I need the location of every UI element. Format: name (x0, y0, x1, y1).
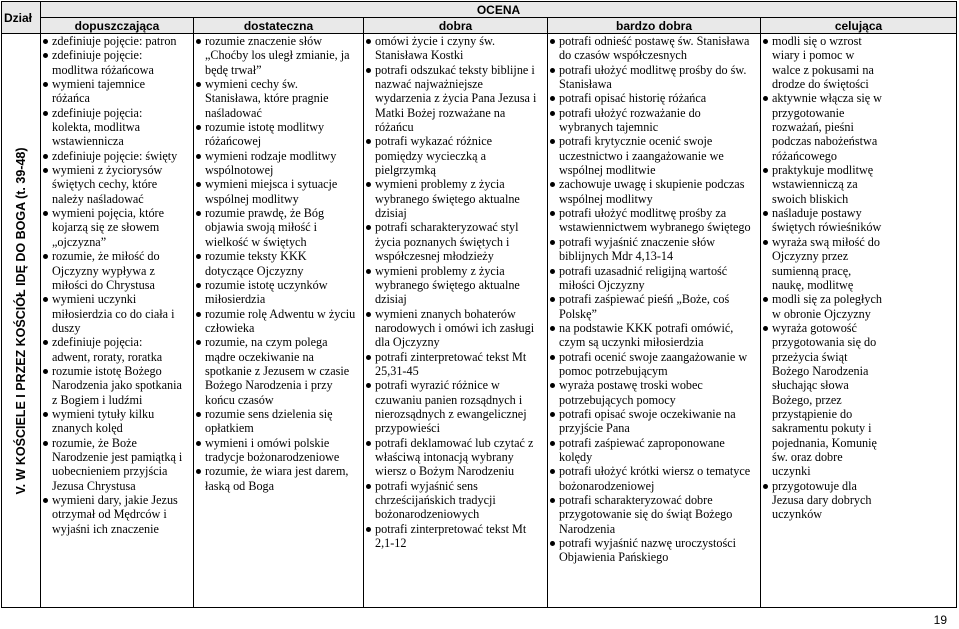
requirement-item: potrafi krytycznie ocenić swoje (548, 134, 758, 148)
column-dostateczna (194, 34, 364, 608)
requirement-continuation: czuwaniu panien rozsądnych i (375, 392, 523, 407)
requirement-continuation: Stanisława Kostki (375, 48, 464, 63)
grade-header-dobra: dobra (364, 18, 548, 34)
requirement-continuation: kolekta, modlitwa (52, 120, 141, 135)
requirement-continuation: dla Ojczyzny (375, 335, 440, 350)
requirement-item: rozumie istotę Bożego (41, 364, 191, 378)
requirement-continuation: współczesnej młodzieży (375, 249, 494, 264)
requirement-continuation: przygotowanie (772, 105, 845, 120)
requirement-continuation: chrześcijańskich tradycji (375, 493, 496, 507)
requirement-item: wymieni miejsca i sytuacje (194, 177, 361, 191)
requirement-continuation: dzisiaj (375, 292, 407, 307)
requirement-continuation: będę trwał” (205, 62, 262, 77)
requirement-item: zdefiniuje pojęcie: (41, 48, 191, 62)
requirement-item: zdefiniuje pojęcia: (41, 106, 191, 120)
requirement-continuation: Ojczyzny przez (772, 249, 849, 264)
requirement-continuation: z Bogiem i ludźmi (52, 392, 143, 407)
requirement-continuation: Bożego, przez (772, 392, 842, 407)
requirement-continuation: sakramentu pokuty i (772, 421, 872, 436)
requirement-continuation: różańcowego (772, 148, 837, 163)
requirement-item: wyraża swą miłość do (761, 235, 954, 249)
ocena-header: OCENA (41, 2, 957, 18)
requirement-item: potrafi scharakteryzować styl (364, 220, 545, 234)
requirement-continuation: wspólnej modlitwy (205, 191, 299, 206)
requirement-continuation: świętych rówieśników (772, 220, 882, 235)
requirements-list (364, 34, 547, 550)
requirement-continuation: do czasów współczesnych (559, 48, 687, 63)
column-dobra (364, 34, 548, 608)
requirement-continuation: dotyczące Ojczyzny (205, 263, 304, 278)
requirement-continuation: „ojczyzna” (52, 234, 107, 249)
requirement-continuation: potrzebujących pomocy (559, 392, 676, 407)
requirement-continuation: modlitwa różańcowa (52, 62, 154, 77)
requirement-item: potrafi ocenić swoje zaangażowanie w (548, 350, 758, 364)
requirement-continuation: swoich bliskich (772, 191, 849, 206)
requirement-continuation: objawia swoją miłość i (205, 220, 318, 235)
requirement-item: wymieni rodzaje modlitwy (194, 149, 361, 163)
requirements-list (761, 34, 956, 522)
requirement-item: na podstawie KKK potrafi omówić, (548, 321, 758, 335)
requirements-list (41, 34, 193, 536)
requirement-continuation: Narodzenia (559, 521, 616, 536)
requirement-item: potrafi ułożyć rozważanie do (548, 106, 758, 120)
requirement-item: modli się za poległych (761, 292, 954, 306)
requirement-continuation: adwent, roraty, roratka (52, 349, 163, 364)
requirement-item: potrafi wykazać różnice (364, 134, 545, 148)
requirement-continuation: bożonarodzeniowej (559, 478, 655, 493)
requirement-continuation: człowieka (205, 320, 255, 335)
requirement-item: wymieni znanych bohaterów (364, 307, 545, 321)
requirement-item: przygotowuje dla (761, 479, 954, 493)
requirement-item: potrafi odszukać teksty biblijne i (364, 63, 545, 77)
requirement-item: potrafi deklamować lub czytać z (364, 436, 545, 450)
requirement-continuation: podczas nabożeństwa (772, 134, 878, 149)
requirement-item: wymieni cechy św. (194, 77, 361, 91)
requirement-continuation: wiersz o Bożym Narodzeniu (375, 464, 515, 479)
requirement-item: potrafi wyjaśnić nazwę uroczystości (548, 536, 758, 550)
requirement-item: aktywnie włącza się w (761, 91, 954, 105)
requirement-continuation: przygotowania się do (772, 335, 877, 350)
requirement-continuation: końcu czasów (205, 392, 274, 407)
requirement-item: zdefiniuje pojęcie: święty (41, 149, 191, 163)
requirement-item: wymieni pojęcia, które (41, 206, 191, 220)
grading-table (1, 1, 957, 608)
section-cell (2, 34, 41, 608)
requirement-continuation: wybranych tajemnic (559, 120, 659, 135)
requirement-continuation: św. oraz dobre (772, 449, 843, 464)
requirement-continuation: miłosierdzia (205, 292, 266, 307)
requirement-continuation: nierozsądnych z ewangelicznej (375, 406, 527, 421)
requirement-continuation: 2,1-12 (375, 536, 407, 551)
requirement-item: zdefiniuje pojęcie: patron (41, 34, 191, 48)
requirement-continuation: różańcu (375, 120, 414, 135)
requirement-item: rozumie, na czym polega (194, 335, 361, 349)
requirement-continuation: walce z pokusami na (772, 62, 874, 77)
dzial-header: Dział (2, 2, 41, 34)
requirement-continuation: tradycje bożonarodzeniowe (205, 449, 340, 464)
requirement-item: wyraża gotowość (761, 321, 954, 335)
requirement-item: rozumie prawdę, że Bóg (194, 206, 361, 220)
requirement-item: potrafi scharakteryzować dobre (548, 493, 758, 507)
requirement-item: rozumie istotę modlitwy (194, 120, 361, 134)
requirement-continuation: wielkość w świętych (205, 234, 307, 249)
requirement-continuation: wspólnej modlitwy (559, 191, 653, 206)
requirement-continuation: wybranego świętego aktualne (375, 277, 520, 292)
requirement-item: potrafi opisać swoje oczekiwanie na (548, 407, 758, 421)
requirement-continuation: „Choćby los uległ zmianie, ja (205, 48, 350, 63)
requirement-item: wyraża postawę troski wobec (548, 378, 758, 392)
requirement-continuation: pielgrzymką (375, 163, 436, 178)
requirement-continuation: nazwać najważniejsze (375, 77, 483, 92)
requirement-item: potrafi ułożyć krótki wiersz o tematyce (548, 464, 758, 478)
requirement-item: wymieni dary, jakie Jezus (41, 493, 191, 507)
column-bardzo-dobra (548, 34, 761, 608)
requirement-item: naśladuje postawy (761, 206, 954, 220)
requirement-item: wymieni problemy z życia (364, 177, 545, 191)
section-title: V. W KOŚCIELE I PRZEZ KOŚCIÓŁ IDĘ DO BOGA (t. 39-48) (14, 146, 28, 495)
page-number: 19 (933, 613, 947, 627)
requirement-continuation: kolędy (559, 449, 593, 464)
requirement-continuation: przypowieści (375, 421, 440, 436)
requirement-continuation: wstawiennictwem wybranego świętego (559, 220, 751, 235)
requirement-item: rozumie istotę uczynków (194, 278, 361, 292)
requirement-continuation: uczynki (772, 464, 811, 479)
requirement-continuation: 25,31-45 (375, 363, 419, 378)
requirement-continuation: wspólnej modlitwie (559, 163, 656, 178)
requirement-continuation: Narodzenie jest pamiątką i (52, 449, 183, 464)
requirement-item: wymieni tajemnice (41, 77, 191, 91)
requirement-item: potrafi wyjaśnić sens (364, 479, 545, 493)
requirement-continuation: wstawienniczą za (772, 177, 858, 192)
requirement-continuation: świętych cechy, które (52, 177, 158, 192)
requirement-item: potrafi zaśpiewać pieśń „Boże, coś (548, 292, 758, 306)
requirement-item: zdefiniuje pojęcia: (41, 335, 191, 349)
grade-header-celujaca: celująca (761, 18, 957, 34)
requirement-continuation: bożonarodzeniowych (375, 507, 480, 522)
requirement-item: wymieni z życiorysów (41, 163, 191, 177)
requirement-continuation: różańca (52, 91, 90, 106)
requirement-continuation: wyjaśni ich znaczenie (52, 521, 159, 536)
requirement-continuation: uczestnictwo i zaangażowanie we (559, 148, 724, 163)
requirement-continuation: uobecnieniem przyjścia (52, 464, 168, 479)
grade-header-dopuszczajaca: dopuszczająca (41, 18, 194, 34)
requirement-continuation: pomiędzy wycieczką a (375, 148, 486, 163)
requirement-item: praktykuje modlitwę (761, 163, 954, 177)
requirement-continuation: sumienną pracę, (772, 263, 852, 278)
requirement-item: potrafi zinterpretować tekst Mt (364, 350, 545, 364)
column-celujaca (761, 34, 957, 608)
requirement-continuation: Ojczyzny wypływa z (52, 263, 155, 278)
requirement-continuation: kojarzą się ze słowem (52, 220, 160, 235)
column-dopuszczajaca (41, 34, 194, 608)
requirement-continuation: Jezusa dary dobrych (772, 493, 872, 507)
requirement-continuation: dzisiaj (375, 206, 407, 221)
requirement-continuation: naśladować (205, 105, 262, 120)
requirement-continuation: wydarzenia z życia Pana Jezusa i (375, 91, 537, 106)
requirement-continuation: pomoc potrzebującym (559, 363, 668, 378)
requirement-continuation: miłości Ojczyzny (559, 277, 645, 292)
requirement-continuation: wiary i pomoc w (772, 48, 855, 63)
requirement-continuation: w obronie Ojczyzny (772, 306, 871, 321)
requirement-item: potrafi ułożyć modlitwę prośby do św. (548, 63, 758, 77)
requirement-item: rozumie sens dzielenia się (194, 407, 361, 421)
requirement-item: potrafi odnieść postawę św. Stanisława (548, 34, 758, 48)
requirement-continuation: Stanisława, które pragnie (205, 91, 329, 106)
requirements-list (194, 34, 363, 493)
requirement-continuation: Jezusa Chrystusa (52, 478, 136, 493)
requirement-continuation: mądre oczekiwanie na (205, 349, 314, 364)
requirement-continuation: wybranego świętego aktualne (375, 191, 520, 206)
requirement-continuation: Polskę” (559, 306, 597, 321)
requirement-item: potrafi ułożyć modlitwę prośby za (548, 206, 758, 220)
requirement-continuation: należy naśladować (52, 191, 144, 206)
requirement-continuation: Bożego Narodzenia (772, 363, 869, 378)
requirement-continuation: spotkanie z Jezusem w czasie (205, 363, 350, 378)
requirement-continuation: Narodzenia jako spotkania (52, 378, 182, 393)
requirement-continuation: przystąpienie do (772, 406, 853, 421)
requirement-continuation: biblijnych Mdr 4,13-14 (559, 249, 674, 264)
requirement-item: zachowuje uwagę i skupienie podczas (548, 177, 758, 191)
requirement-item: modli się o wzrost (761, 34, 954, 48)
requirement-continuation: przyjście Pana (559, 421, 630, 436)
grade-header-dostateczna: dostateczna (194, 18, 364, 34)
requirement-continuation: miłości do Chrystusa (52, 277, 155, 292)
requirement-continuation: opłatkiem (205, 421, 254, 436)
requirement-continuation: drodze do świętości (772, 77, 869, 92)
requirement-continuation: znanych kolęd (52, 421, 123, 436)
requirement-continuation: narodowych i omówi ich zasługi (375, 320, 535, 335)
requirement-continuation: słuchając słowa (772, 378, 849, 393)
requirement-continuation: łaską od Boga (205, 478, 275, 493)
requirement-continuation: pojednania, Komunię (772, 435, 877, 450)
requirement-continuation: czym są uczynki miłosierdzia (559, 335, 704, 350)
requirement-continuation: Stanisława (559, 77, 612, 92)
requirement-continuation: Matki Bożej rozważane na (375, 105, 506, 120)
requirement-item: rozumie znaczenie słów (194, 34, 361, 48)
requirement-continuation: Bożego Narodzenia i przy (205, 378, 333, 393)
requirement-continuation: duszy (52, 320, 81, 335)
requirement-item: rozumie rolę Adwentu w życiu (194, 307, 361, 321)
requirement-item: rozumie teksty KKK (194, 249, 361, 263)
requirement-item: potrafi uzasadnić religijną wartość (548, 264, 758, 278)
requirement-item: wymieni uczynki (41, 292, 191, 306)
requirement-continuation: naukę, modlitwę (772, 277, 854, 292)
requirement-continuation: przeżycia świąt (772, 349, 848, 364)
requirement-item: rozumie, że Boże (41, 436, 191, 450)
requirement-continuation: rozważań, pieśni (772, 120, 854, 135)
requirement-item: potrafi wyrazić różnice w (364, 378, 545, 392)
requirements-list (548, 34, 760, 565)
requirement-continuation: uczynków (772, 507, 823, 522)
requirement-item: potrafi zaśpiewać zaproponowane (548, 436, 758, 450)
grade-header-bardzo-dobra: bardzo dobra (548, 18, 761, 34)
requirement-continuation: Objawienia Pańskiego (559, 550, 669, 565)
requirement-item: wymieni tytuły kilku (41, 407, 191, 421)
requirement-continuation: otrzymał od Mędrców i (52, 507, 167, 522)
requirement-item: rozumie, że wiara jest darem, (194, 464, 361, 478)
requirement-continuation: życia poznanych świętych i (375, 234, 510, 249)
requirement-continuation: wspólnotowej (205, 163, 274, 178)
requirement-item: omówi życie i czyny św. (364, 34, 545, 48)
requirement-item: wymieni i omówi polskie (194, 436, 361, 450)
requirement-continuation: przygotowanie się do świąt Bożego (559, 507, 733, 522)
requirement-continuation: wstawiennicza (52, 134, 124, 149)
requirement-continuation: właściwą intonacją wybrany (375, 449, 514, 464)
requirement-item: potrafi wyjaśnić znaczenie słów (548, 235, 758, 249)
requirement-item: potrafi opisać historię różańca (548, 91, 758, 105)
requirement-item: potrafi zinterpretować tekst Mt (364, 522, 545, 536)
requirement-continuation: różańcowej (205, 134, 262, 149)
requirement-continuation: miłosierdzia co do ciała i (52, 306, 175, 321)
requirement-item: wymieni problemy z życia (364, 264, 545, 278)
requirement-item: rozumie, że miłość do (41, 249, 191, 263)
